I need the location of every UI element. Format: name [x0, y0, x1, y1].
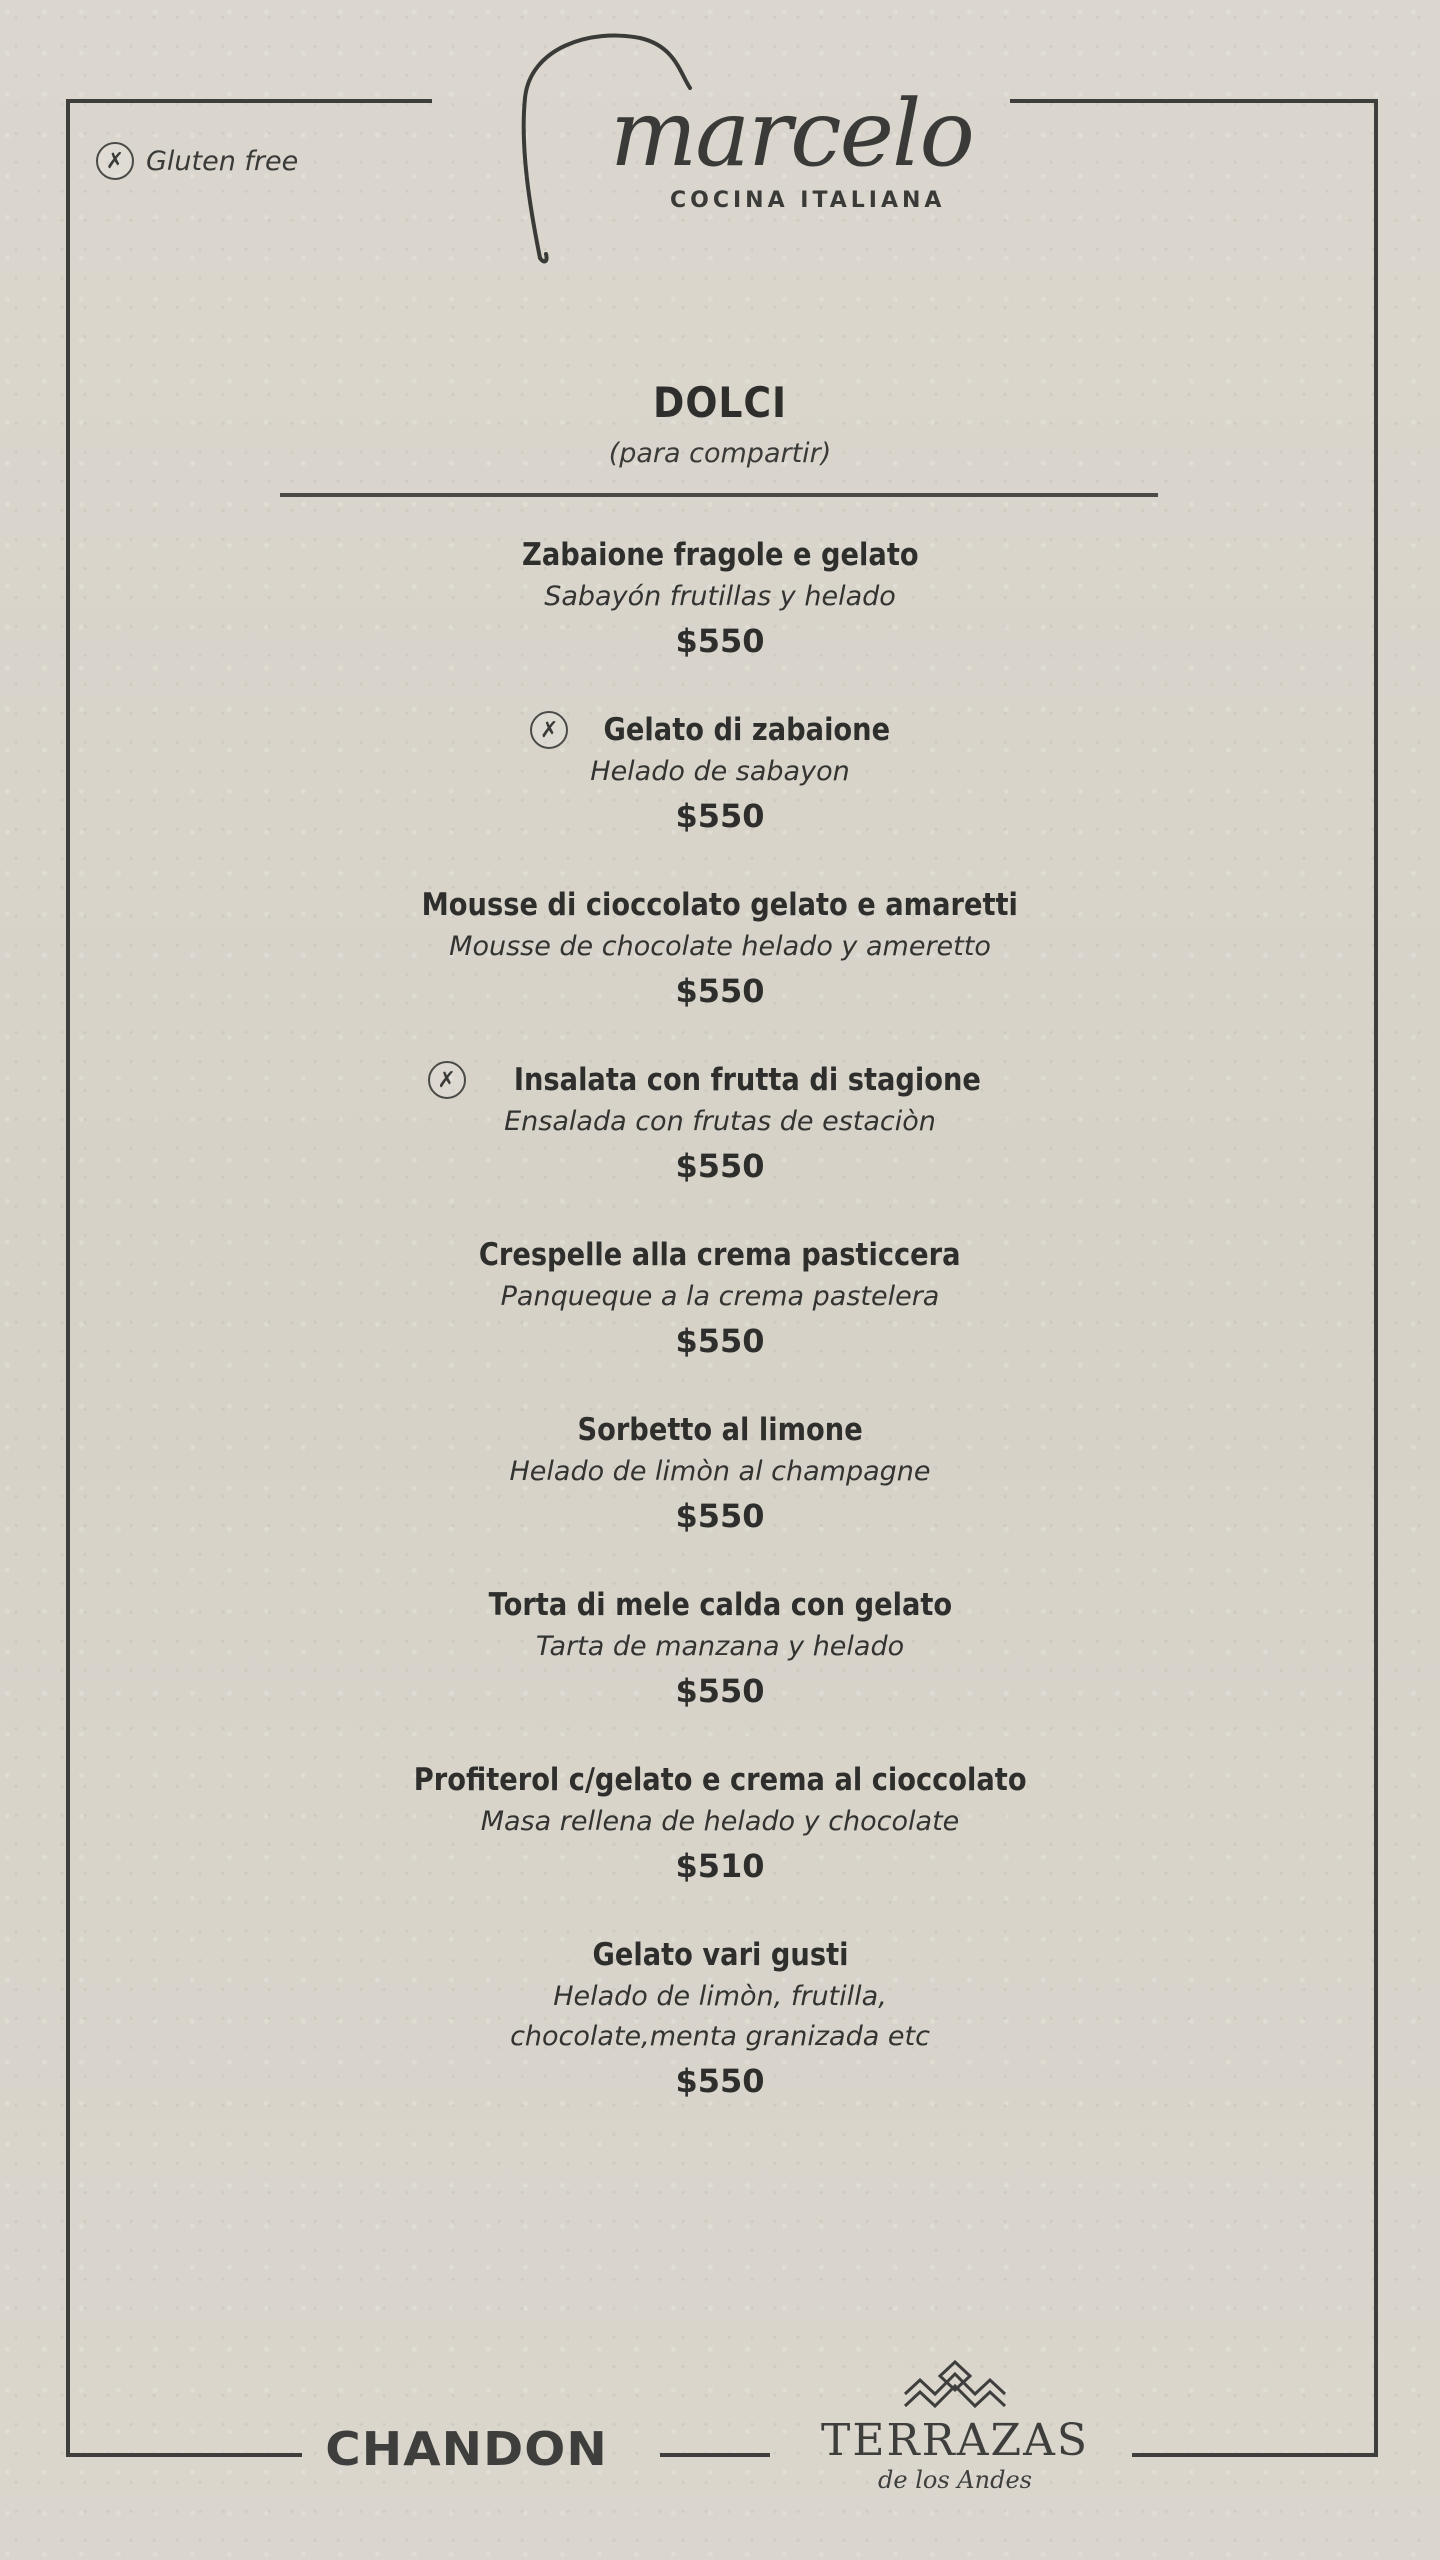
menu-item [0, 1758, 1440, 1933]
brand-name: marcelo [610, 80, 973, 187]
item-name: Torta di mele calda con gelato [488, 1587, 952, 1623]
item-description: Ensalada con frutas de estaciòn [504, 1106, 936, 1137]
item-price: $510 [675, 1847, 765, 1885]
item-price: $550 [675, 1497, 765, 1535]
terrazas-logo [790, 2360, 1120, 2520]
frame-bottom-left [66, 2453, 302, 2457]
item-description: Mousse de chocolate helado y ameretto [449, 931, 991, 962]
item-name: Sorbetto al limone [577, 1412, 863, 1448]
item-name: Crespelle alla crema pasticcera [479, 1237, 961, 1273]
item-description: Sabayón frutillas y helado [544, 581, 896, 612]
menu-item [0, 1233, 1440, 1408]
frame-bottom-mid [660, 2453, 770, 2457]
brand-tagline: COCINA ITALIANA [670, 188, 946, 213]
gluten-free-icon: ✗ [96, 142, 134, 180]
item-price: $550 [675, 1672, 765, 1710]
item-description: Panqueque a la crema pastelera [500, 1281, 940, 1312]
item-price: $550 [675, 972, 765, 1010]
menu-item [0, 1408, 1440, 1583]
menu-item [0, 708, 1440, 883]
item-description: Helado de sabayon [590, 756, 850, 787]
item-price: $550 [675, 1322, 765, 1360]
item-name: Profiterol c/gelato e crema al cioccolato [413, 1762, 1027, 1798]
terrazas-emblem-icon [900, 2360, 1010, 2412]
chandon-logo: CHANDON [325, 2422, 608, 2476]
gluten-free-legend [96, 142, 298, 180]
item-name: Mousse di cioccolato gelato e amaretti [421, 887, 1019, 923]
item-price: $550 [675, 622, 765, 660]
item-name: Gelato vari gusti [591, 1937, 848, 1973]
frame-top-right [1010, 99, 1378, 103]
menu-item [0, 533, 1440, 708]
gluten-free-icon: ✗ [428, 1061, 466, 1099]
menu-item [0, 883, 1440, 1058]
item-description: Helado de limòn al champagne [509, 1456, 931, 1487]
frame-top-left [66, 99, 432, 103]
gluten-free-label: Gluten free [146, 145, 299, 177]
gluten-free-icon: ✗ [530, 711, 568, 749]
item-description: Tarta de manzana y helado [535, 1631, 905, 1662]
item-price: $550 [675, 797, 765, 835]
menu-item [0, 1933, 1440, 2148]
item-description-line: chocolate,menta granizada etc [510, 2021, 930, 2052]
section-divider [280, 493, 1158, 497]
item-name: Gelato di zabaione [603, 712, 891, 748]
frame-bottom-right [1132, 2453, 1378, 2457]
item-description: Masa rellena de helado y chocolate [480, 1806, 960, 1837]
item-name: Zabaione fragole e gelato [521, 537, 919, 573]
item-name: Insalata con frutta di stagione [513, 1062, 981, 1098]
section-title: DOLCI [653, 378, 787, 427]
menu-item [0, 1058, 1440, 1233]
terrazas-subtitle: de los Andes [878, 2466, 1032, 2494]
section-subtitle: (para compartir) [608, 438, 832, 469]
item-price: $550 [675, 1147, 765, 1185]
item-description-line: Helado de limòn, frutilla, [553, 1981, 887, 2012]
menu-item [0, 1583, 1440, 1758]
terrazas-name: TERRAZAS [821, 2415, 1089, 2466]
item-price: $550 [675, 2062, 765, 2100]
brand-logo [500, 28, 973, 268]
menu-list [0, 533, 1440, 2148]
